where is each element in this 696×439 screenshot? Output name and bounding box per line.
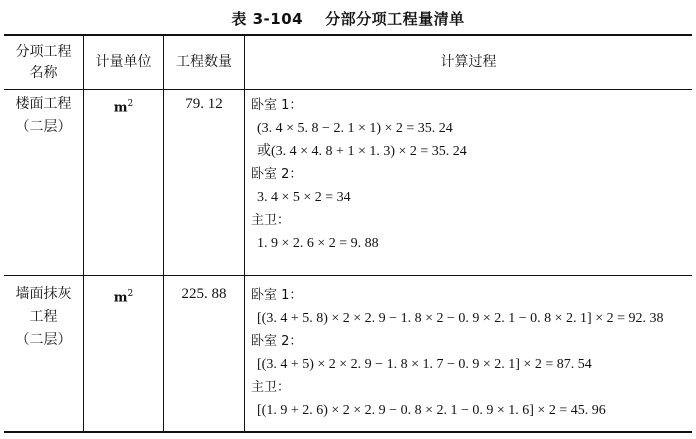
row2-unit-exponent: 2 xyxy=(127,289,134,299)
calc-line-formula: [(3. 4 + 5. 8) × 2 × 2. 9 − 1. 8 × 2 − 0. 9 × 2. 1 − 0. 8 × 2. 1] × 2 = 92. 38 xyxy=(257,311,664,326)
row1-name-line2: （二层） xyxy=(15,119,72,135)
row1-calculation xyxy=(251,94,689,255)
calc-line-room-label: 卧室 2： xyxy=(251,334,303,349)
calc-line-formula: 3. 4 × 5 × 2 = 34 xyxy=(257,190,351,205)
row2-name-line2: 工程 xyxy=(29,309,58,325)
row1-name xyxy=(4,93,83,139)
header-name-line2: 名称 xyxy=(29,64,58,81)
calc-line-room-label: 卧室 2： xyxy=(251,167,303,182)
header-name-line1: 分项工程 xyxy=(15,43,72,60)
calc-line-room-label: 主卫： xyxy=(251,213,291,228)
calc-line-room-label: 卧室 1： xyxy=(251,98,303,113)
row2-name-line3: （二层） xyxy=(15,332,72,348)
row1-quantity xyxy=(164,93,244,116)
row2-name-line1: 墙面抹灰 xyxy=(15,286,72,302)
calc-line-formula: [(1. 9 + 2. 6) × 2 × 2. 9 − 0. 8 × 2. 1 − 0. 9 × 1. 6] × 2 = 45. 96 xyxy=(257,403,606,418)
header-rule xyxy=(4,89,692,90)
calc-line-room-label: 卧室 1： xyxy=(251,288,303,303)
row1-name-line1: 楼面工程 xyxy=(15,96,72,112)
header-unit xyxy=(84,36,163,89)
header-quantity-label: 工程数量 xyxy=(176,54,232,70)
table-title xyxy=(0,8,696,29)
calc-line-room-label: 主卫： xyxy=(251,380,291,395)
bottom-rule xyxy=(4,431,692,433)
table-caption: 分部分项工程量清单 xyxy=(325,10,465,28)
row2-quantity xyxy=(164,283,244,306)
row2-quantity-value: 225. 88 xyxy=(181,286,227,302)
row2-name xyxy=(4,283,83,352)
row2-unit-base: m xyxy=(113,290,128,306)
header-calculation-label: 计算过程 xyxy=(440,54,497,70)
calc-line-formula: 1. 9 × 2. 6 × 2 = 9. 88 xyxy=(257,236,379,251)
row1-quantity-value: 79. 12 xyxy=(185,96,223,112)
calc-line-formula-alt: 或(3. 4 × 4. 8 + 1 × 1. 3) × 2 = 35. 24 xyxy=(257,144,467,159)
row-separator xyxy=(4,275,692,276)
header-quantity xyxy=(164,36,244,89)
row1-unit-base: m xyxy=(113,100,128,116)
header-name xyxy=(4,36,83,89)
row1-unit xyxy=(84,93,163,119)
row2-unit xyxy=(84,283,163,309)
header-unit-label: 计量单位 xyxy=(95,54,152,70)
table-number: 表 3-104 xyxy=(231,10,304,28)
header-calculation xyxy=(245,36,692,89)
row2-calculation xyxy=(251,284,689,422)
row1-unit-exponent: 2 xyxy=(127,99,134,109)
calc-line-formula: (3. 4 × 5. 8 − 2. 1 × 1) × 2 = 35. 24 xyxy=(257,121,453,136)
calc-line-formula: [(3. 4 + 5) × 2 × 2. 9 − 1. 8 × 1. 7 − 0. 9 × 2. 1] × 2 = 87. 54 xyxy=(257,357,592,372)
column-divider xyxy=(244,35,245,432)
